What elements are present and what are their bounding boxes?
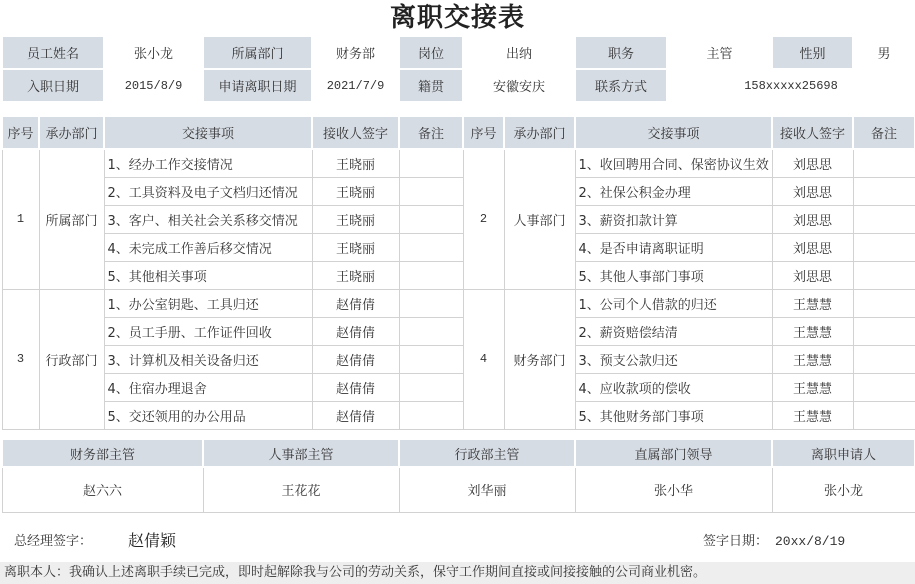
header-remark: 备注 xyxy=(399,116,463,149)
department-value: 财务部 xyxy=(312,36,399,69)
receiver-signature-cell: 王慧慧 xyxy=(772,401,853,429)
hire-date-label: 入职日期 xyxy=(2,69,104,102)
handover-row xyxy=(2,289,915,317)
receiver-signature-cell: 刘思思 xyxy=(772,233,853,261)
remark-cell xyxy=(853,373,915,401)
remark-cell xyxy=(853,149,915,177)
general-manager-label: 总经理签字： xyxy=(14,534,93,549)
hr-supervisor-name: 王花花 xyxy=(203,467,399,512)
admin-supervisor-header: 行政部主管 xyxy=(399,439,575,467)
finance-supervisor-header: 财务部主管 xyxy=(2,439,203,467)
signature-name-row xyxy=(2,467,915,512)
remark-cell xyxy=(399,149,463,177)
remark-cell xyxy=(399,205,463,233)
hire-date-value: 2015/8/9 xyxy=(104,69,203,102)
contact-value: 158xxxxx25698 xyxy=(667,69,915,102)
direct-leader-name: 张小华 xyxy=(575,467,772,512)
job-title-label: 职务 xyxy=(575,36,667,69)
header-task: 交接事项 xyxy=(575,116,772,149)
handover-task-cell: 5、其他相关事项 xyxy=(104,261,312,289)
receiver-signature-cell: 王慧慧 xyxy=(772,317,853,345)
handover-row xyxy=(2,317,915,345)
handover-row xyxy=(2,233,915,261)
handover-task-cell: 3、薪资扣款计算 xyxy=(575,205,772,233)
handover-row xyxy=(2,345,915,373)
group-department-cell: 行政部门 xyxy=(39,289,104,429)
applicant-header: 离职申请人 xyxy=(772,439,915,467)
handover-row xyxy=(2,177,915,205)
header-remark: 备注 xyxy=(853,116,915,149)
receiver-signature-cell: 赵倩倩 xyxy=(312,373,399,401)
header-department: 承办部门 xyxy=(39,116,104,149)
remark-cell xyxy=(399,261,463,289)
header-receiver: 接收人签字 xyxy=(312,116,399,149)
handover-table xyxy=(1,115,915,430)
handover-row xyxy=(2,205,915,233)
handover-task-cell: 2、薪资赔偿结清 xyxy=(575,317,772,345)
finance-supervisor-name: 赵六六 xyxy=(2,467,203,512)
receiver-signature-cell: 王晓丽 xyxy=(312,233,399,261)
handover-task-cell: 5、其他财务部门事项 xyxy=(575,401,772,429)
group-number-cell: 3 xyxy=(2,289,39,429)
receiver-signature-cell: 王晓丽 xyxy=(312,177,399,205)
receiver-signature-cell: 赵倩倩 xyxy=(312,345,399,373)
handover-row xyxy=(2,373,915,401)
receiver-signature-cell: 赵倩倩 xyxy=(312,401,399,429)
receiver-signature-cell: 刘思思 xyxy=(772,205,853,233)
receiver-signature-cell: 王晓丽 xyxy=(312,205,399,233)
handover-header-row xyxy=(2,116,915,149)
remark-cell xyxy=(853,317,915,345)
header-number: 序号 xyxy=(2,116,39,149)
gender-label: 性别 xyxy=(772,36,853,69)
remark-cell xyxy=(399,289,463,317)
receiver-signature-cell: 刘思思 xyxy=(772,261,853,289)
handover-task-cell: 4、未完成工作善后移交情况 xyxy=(104,233,312,261)
resignation-declaration: 离职本人：我确认上述离职手续已完成，即时起解除我与公司的劳动关系，保守工作期间直接或间接接触的公司商业机密。 xyxy=(0,562,915,584)
employee-info-row xyxy=(2,36,915,69)
employee-info-row xyxy=(2,69,915,102)
receiver-signature-cell: 王慧慧 xyxy=(772,345,853,373)
remark-cell xyxy=(853,233,915,261)
handover-row xyxy=(2,149,915,177)
remark-cell xyxy=(399,233,463,261)
receiver-signature-cell: 王晓丽 xyxy=(312,149,399,177)
employee-name-value: 张小龙 xyxy=(104,36,203,69)
remark-cell xyxy=(399,401,463,429)
applicant-name: 张小龙 xyxy=(772,467,915,512)
group-number-cell: 2 xyxy=(463,149,504,289)
remark-cell xyxy=(399,345,463,373)
handover-task-cell: 2、社保公积金办理 xyxy=(575,177,772,205)
header-department: 承办部门 xyxy=(504,116,575,149)
receiver-signature-cell: 刘思思 xyxy=(772,177,853,205)
remark-cell xyxy=(399,177,463,205)
handover-task-cell: 5、交还领用的办公用品 xyxy=(104,401,312,429)
remark-cell xyxy=(853,345,915,373)
handover-task-cell: 3、计算机及相关设备归还 xyxy=(104,345,312,373)
receiver-signature-cell: 赵倩倩 xyxy=(312,289,399,317)
group-number-cell: 1 xyxy=(2,149,39,289)
remark-cell xyxy=(853,289,915,317)
remark-cell xyxy=(853,177,915,205)
group-department-cell: 财务部门 xyxy=(504,289,575,429)
contact-label: 联系方式 xyxy=(575,69,667,102)
receiver-signature-cell: 王慧慧 xyxy=(772,289,853,317)
hr-supervisor-header: 人事部主管 xyxy=(203,439,399,467)
handover-task-cell: 1、办公室钥匙、工具归还 xyxy=(104,289,312,317)
signature-table xyxy=(1,438,915,513)
sign-date-value: 20xx/8/19 xyxy=(775,534,846,549)
sign-date-label: 签字日期： xyxy=(703,534,769,549)
receiver-signature-cell: 王慧慧 xyxy=(772,373,853,401)
form-title: 离职交接表 xyxy=(389,3,525,33)
remark-cell xyxy=(399,317,463,345)
handover-task-cell: 2、工具资料及电子文档归还情况 xyxy=(104,177,312,205)
header-number: 序号 xyxy=(463,116,504,149)
remark-cell xyxy=(399,373,463,401)
group-department-cell: 人事部门 xyxy=(504,149,575,289)
handover-task-cell: 1、公司个人借款的归还 xyxy=(575,289,772,317)
native-place-label: 籍贯 xyxy=(399,69,463,102)
remark-cell xyxy=(853,401,915,429)
handover-task-cell: 4、是否申请离职证明 xyxy=(575,233,772,261)
handover-task-cell: 4、住宿办理退舍 xyxy=(104,373,312,401)
gender-value: 男 xyxy=(853,36,915,69)
resign-date-label: 申请离职日期 xyxy=(203,69,312,102)
receiver-signature-cell: 王晓丽 xyxy=(312,261,399,289)
group-department-cell: 所属部门 xyxy=(39,149,104,289)
handover-task-cell: 1、收回聘用合同、保密协议生效 xyxy=(575,149,772,177)
native-place-value: 安徽安庆 xyxy=(463,69,575,102)
header-task: 交接事项 xyxy=(104,116,312,149)
general-manager-signature: 赵倩颖 xyxy=(128,531,177,550)
job-title-value: 主管 xyxy=(667,36,772,69)
department-label: 所属部门 xyxy=(203,36,312,69)
handover-task-cell: 5、其他人事部门事项 xyxy=(575,261,772,289)
handover-task-cell: 3、预支公款归还 xyxy=(575,345,772,373)
employee-info-table xyxy=(1,35,915,103)
group-number-cell: 4 xyxy=(463,289,504,429)
signature-header-row xyxy=(2,439,915,467)
handover-task-cell: 3、客户、相关社会关系移交情况 xyxy=(104,205,312,233)
receiver-signature-cell: 刘思思 xyxy=(772,149,853,177)
remark-cell xyxy=(853,205,915,233)
employee-name-label: 员工姓名 xyxy=(2,36,104,69)
post-label: 岗位 xyxy=(399,36,463,69)
handover-task-cell: 2、员工手册、工作证件回收 xyxy=(104,317,312,345)
handover-row xyxy=(2,401,915,429)
direct-leader-header: 直属部门领导 xyxy=(575,439,772,467)
resign-date-value: 2021/7/9 xyxy=(312,69,399,102)
remark-cell xyxy=(853,261,915,289)
handover-row xyxy=(2,261,915,289)
admin-supervisor-name: 刘华丽 xyxy=(399,467,575,512)
post-value: 出纳 xyxy=(463,36,575,69)
receiver-signature-cell: 赵倩倩 xyxy=(312,317,399,345)
handover-task-cell: 1、经办工作交接情况 xyxy=(104,149,312,177)
header-receiver: 接收人签字 xyxy=(772,116,853,149)
handover-task-cell: 4、应收款项的偿收 xyxy=(575,373,772,401)
